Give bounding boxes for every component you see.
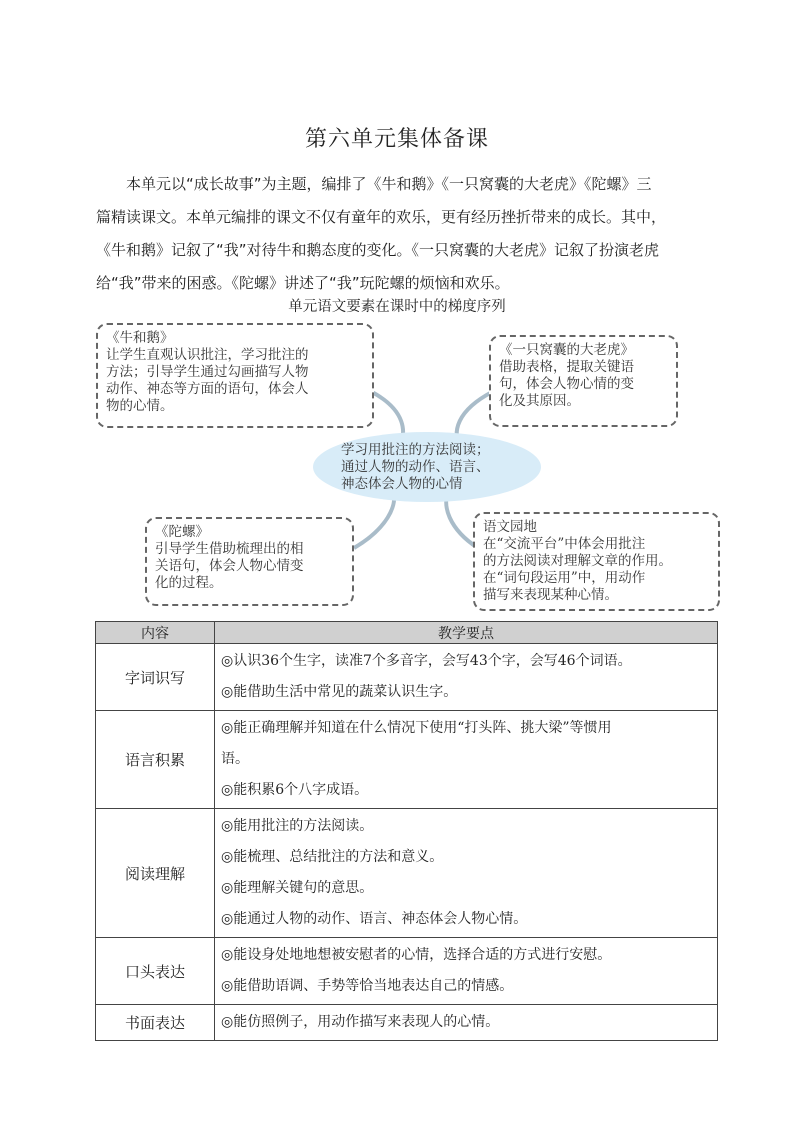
box-line: 在“交流平台”中体会用批注 — [483, 536, 646, 552]
point-item: ◎能借助语调、手势等恰当地表达自己的情感。 — [221, 978, 514, 994]
box-line: 引导学生借助梳理出的相 — [155, 541, 304, 557]
box-line: 借助表格，提取关键语 — [499, 359, 634, 375]
table-row — [96, 809, 718, 938]
table-row — [96, 1005, 718, 1041]
box-line: 关语句，体会人物心情变 — [155, 558, 304, 574]
intro-line: 给“我”带来的困惑。《陀螺》讲述了“我”玩陀螺的烦恼和欢乐。 — [96, 274, 510, 292]
box-line: 描写来表现某种心情。 — [483, 587, 618, 603]
intro-line: 《牛和鹅》记叙了“我”对待牛和鹅态度的变化。《一只窝囊的大老虎》记叙了扮演老虎 — [96, 241, 660, 259]
point-item: ◎能积累6个八字成语。 — [221, 782, 369, 798]
box-line: 让学生直观认识批注，学习批注的 — [106, 347, 309, 363]
box-line: 的方法阅读对理解文章的作用。 — [483, 553, 672, 569]
box-line: 化及其原因。 — [499, 393, 580, 409]
point-item: ◎能梳理、总结批注的方法和意义。 — [221, 849, 444, 865]
page-title: 第六单元集体备课 — [304, 127, 489, 152]
row-points — [215, 711, 718, 809]
row-category: 书面表达 — [96, 1005, 215, 1041]
center-line: 通过人物的动作、语言、 — [341, 459, 490, 475]
row-points — [215, 1005, 718, 1041]
point-item: ◎能借助生活中常见的蔬菜认识生字。 — [221, 684, 458, 700]
box-line: 在“词句段运用”中，用动作 — [483, 570, 646, 586]
lesson-box-yu-wen-yuan-di — [473, 512, 720, 611]
box-line: 物的心情。 — [106, 398, 174, 414]
central-goal-ellipse — [313, 432, 541, 502]
row-points — [215, 644, 718, 711]
intro-line: 篇精读课文。本单元编排的课文不仅有童年的欢乐，更有经历挫折带来的成长。其中， — [96, 208, 667, 226]
point-item: ◎能通过人物的动作、语言、神态体会人物心情。 — [221, 911, 528, 927]
table-row — [96, 711, 718, 809]
point-item: ◎能仿照例子，用动作描写来表现人的心情。 — [221, 1014, 500, 1030]
lesson-box-lao-hu — [489, 335, 678, 427]
diagram-subtitle: 单元语文要素在课时中的梯度序列 — [288, 299, 506, 315]
box-line: 句，体会人物心情的变 — [499, 376, 634, 392]
box-line: 方法；引导学生通过勾画描写人物 — [106, 364, 309, 380]
lesson-box-tuo-luo — [145, 517, 354, 606]
table-row — [96, 644, 718, 711]
point-item: ◎认识36个生字，读准7个多音字，会写43个字，会写46个词语。 — [221, 653, 632, 669]
box-title: 《一只窝囊的大老虎》 — [499, 342, 634, 358]
point-item: 语。 — [221, 751, 249, 767]
intro-line: 本单元以“成长故事”为主题，编排了《牛和鹅》《一只窝囊的大老虎》《陀螺》三 — [126, 175, 652, 193]
box-title: 《陀螺》 — [155, 524, 209, 540]
header-points: 教学要点 — [215, 622, 718, 644]
table-row — [96, 938, 718, 1005]
point-item: ◎能用批注的方法阅读。 — [221, 818, 374, 834]
row-points — [215, 938, 718, 1005]
teaching-points-table — [95, 621, 718, 1041]
point-item: ◎能理解关键句的意思。 — [221, 880, 374, 896]
box-title: 《牛和鹅》 — [106, 330, 174, 346]
box-line: 化的过程。 — [155, 575, 223, 591]
box-title: 语文园地 — [483, 519, 537, 535]
row-category: 口头表达 — [96, 938, 215, 1005]
box-line: 动作、神态等方面的语句，体会人 — [106, 381, 309, 397]
lesson-box-niu-he-e — [96, 323, 374, 428]
center-line: 学习用批注的方法阅读； — [341, 442, 490, 458]
center-line: 神态体会人物的心情 — [341, 476, 463, 492]
point-item: ◎能设身处地地想被安慰者的心情，选择合适的方式进行安慰。 — [221, 947, 612, 963]
row-category: 语言积累 — [96, 711, 215, 809]
row-category: 字词识写 — [96, 644, 215, 711]
table-header-row — [96, 622, 718, 644]
row-points — [215, 809, 718, 938]
row-category: 阅读理解 — [96, 809, 215, 938]
header-content: 内容 — [96, 622, 215, 644]
point-item: ◎能正确理解并知道在什么情况下使用“打头阵、挑大梁”等惯用 — [221, 720, 612, 736]
